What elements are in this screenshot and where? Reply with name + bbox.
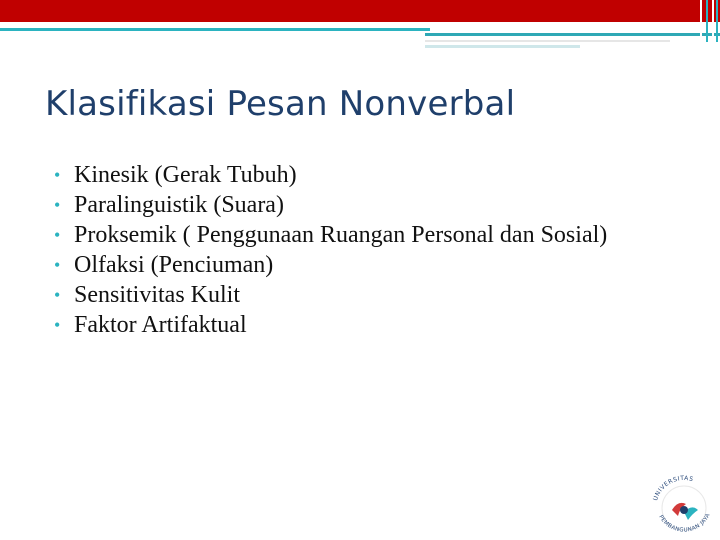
header-light-line xyxy=(425,45,580,48)
bullet-text: Olfaksi (Penciuman) xyxy=(74,252,274,278)
bullet-text: Proksemik ( Penggunaan Ruangan Personal dan Sosial) xyxy=(74,222,608,248)
bullet-dot-icon: • xyxy=(54,315,61,335)
bullet-list xyxy=(50,160,690,340)
bullet-dot-icon: • xyxy=(54,225,61,245)
list-item xyxy=(50,310,690,340)
bullet-dot-icon: • xyxy=(54,165,61,185)
bullet-dot-icon: • xyxy=(54,255,61,275)
university-logo xyxy=(648,464,720,540)
bullet-dot-icon: • xyxy=(54,195,61,215)
bullet-text: Kinesik (Gerak Tubuh) xyxy=(74,162,297,188)
bullet-text: Sensitivitas Kulit xyxy=(74,282,241,308)
slide-title: Klasifikasi Pesan Nonverbal xyxy=(45,84,516,124)
svg-text:PEMBANGUNAN JAYA: PEMBANGUNAN JAYA xyxy=(657,512,712,534)
list-item xyxy=(50,160,690,190)
header-corner-stripes xyxy=(692,0,720,50)
header-gray-line xyxy=(425,40,670,42)
list-item xyxy=(50,190,690,220)
list-item xyxy=(50,250,690,280)
header-red-bar xyxy=(0,0,720,22)
list-item xyxy=(50,280,690,310)
bullet-text: Paralinguistik (Suara) xyxy=(74,192,284,218)
svg-text:UNIVERSITAS: UNIVERSITAS xyxy=(652,474,695,502)
list-item xyxy=(50,220,690,250)
header-teal-line-right xyxy=(425,33,720,36)
bullet-dot-icon: • xyxy=(54,285,61,305)
bullet-text: Faktor Artifaktual xyxy=(74,312,247,338)
header-teal-line xyxy=(0,28,430,31)
